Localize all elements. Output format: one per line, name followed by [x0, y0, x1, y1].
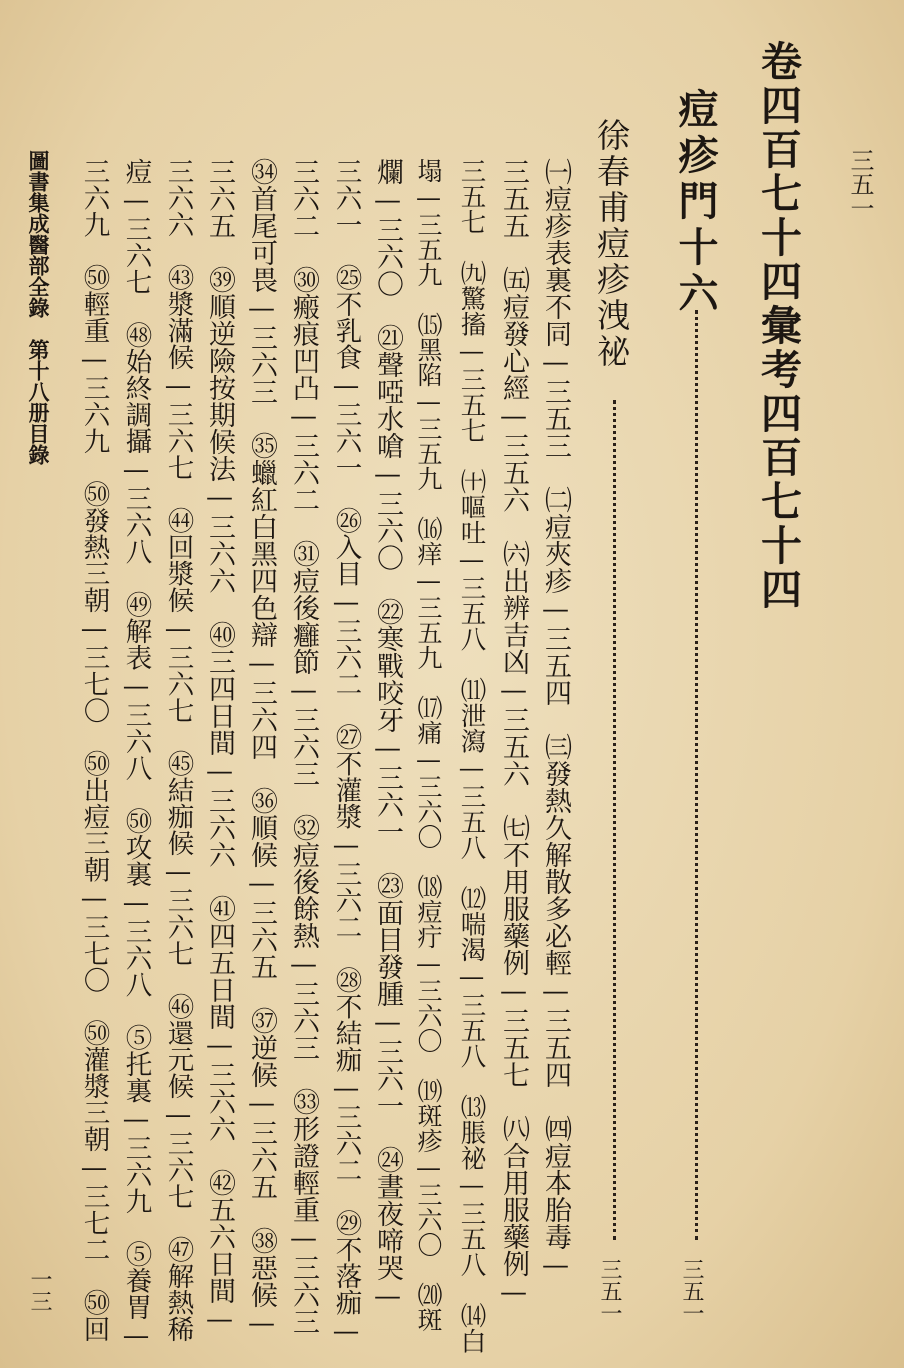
entry-column-2: 三五五 ㈤痘發心經—三五六 ㈥出辨吉凶—三五六 ㈦不用服藥例—三五七 ㈧合用服藥例— [498, 158, 529, 1308]
book-title: 徐春甫痘疹洩祕 [592, 118, 631, 370]
entry-column-6: 三六一 ㉕不乳食—三六一 ㉖入目—三六二 ㉗不灌漿—三六二 ㉘不結痂—三六二 ㉙不落痂— [330, 158, 362, 1347]
entry-column-8: ㉞首尾可畏—三六三 ㉟蠟紅白黑四色辯—三六四 ㊱順候—三六五 ㊲逆候—三六五 ㊳惡候— [246, 158, 277, 1339]
entry-column-9: 三六五 ㊴順逆險按期候法—三六六 ㊵三四日間—三六六 ㊶四五日間—三六六 ㊷五六日間— [204, 158, 235, 1335]
entry-column-3: 三五七 ㈨驚搐—三五七 ㈩嘔吐—三五八 ⑾泄瀉—三五八 ⑿喘渴—三五八 ⒀脹祕—三五八 ⒁白 [456, 158, 487, 1354]
entry-column-10: 三六六 ㊸漿滿候—三六七 ㊹回漿候—三六七 ㊺結痂候—三六七 ㊻還元候—三六七 ㊼解熱稀 [162, 158, 194, 1342]
book-leader-dots [613, 400, 616, 1240]
entry-column-12: 三六九 ㊿輕重—三六九 ㊿發熱三朝—三七〇 ㊿出痘三朝—三七〇 ㊿灌漿三朝—三七二 ㊿回 [78, 158, 110, 1342]
footer-label: 圖書集成醫部全錄 第十八册目錄 [26, 150, 51, 465]
entry-column-1: ㈠痘疹表裏不同—三五三 ㈡痘夾疹—三五四 ㈢發熱久解散多必輕—三五四 ㈣痘本胎毒— [540, 158, 571, 1281]
page-number: 三五一 [846, 148, 874, 220]
book-page: 三五一 [597, 1258, 622, 1324]
entry-column-5: 爛—三六〇 ㉑聲啞水嗆—三六〇 ㉒寒戰咬牙—三六一 ㉓面目發腫—三六一 ㉔晝夜啼哭— [372, 158, 403, 1312]
section-page: 三五一 [679, 1258, 704, 1324]
volume-title: 卷四百七十四彙考四百七十四 [754, 40, 802, 612]
entry-column-7: 三六二 ㉚瘢痕凹凸—三六二 ㉛痘後癰節—三六三 ㉜痘後餘熱—三六三 ㉝形證輕重—三六三 [288, 158, 319, 1335]
entry-column-11: 痘—三六七 ㊽始終調攝—三六八 ㊾解表—三六八 ㊿攻裏—三六八 ⑤托裏—三六九 ⑤養胃— [120, 158, 152, 1351]
entry-column-4: 塌—三五九 ⒂黑陷—三五九 ⒃痒—三五九 ⒄痛—三六〇 ⒅痘疔—三六〇 ⒆斑疹—三六〇 ⒇斑 [414, 158, 443, 1332]
section-leader-dots [695, 310, 698, 1240]
bottom-page-number: 一三 [27, 1268, 52, 1312]
section-title: 痘疹門十六 [672, 88, 719, 318]
